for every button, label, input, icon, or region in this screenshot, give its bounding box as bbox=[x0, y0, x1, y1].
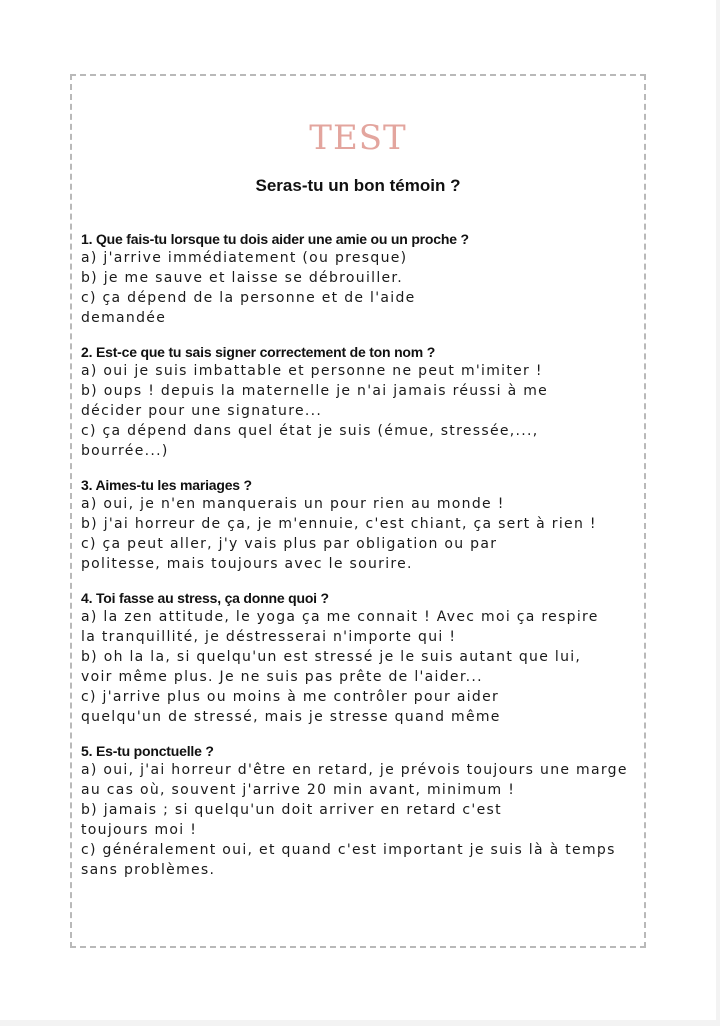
page-title: TEST bbox=[309, 118, 407, 158]
answer-b: b) j'ai horreur de ça, je m'ennuie, c'est chiant, ça sert à rien ! bbox=[81, 516, 597, 532]
answer-a: a) j'arrive immédiatement (ou presque) bbox=[81, 250, 408, 266]
answer-c: c) ça peut aller, j'y vais plus par obligation ou par politesse, mais toujours avec le sourire. bbox=[81, 536, 498, 572]
question-2 bbox=[81, 343, 641, 461]
question-1 bbox=[81, 230, 641, 328]
quiz-content bbox=[81, 230, 641, 895]
question-3 bbox=[81, 476, 641, 574]
answer-b: b) oh la la, si quelqu'un est stressé je le suis autant que lui, voir même plus. Je ne suis pas prête de l'aider... bbox=[81, 649, 582, 685]
question-title: 5. Es-tu ponctuelle ? bbox=[81, 743, 214, 759]
question-title: 3. Aimes-tu les mariages ? bbox=[81, 477, 252, 493]
answer-b: b) je me sauve et laisse se débrouiller. bbox=[81, 270, 403, 286]
question-title: 1. Que fais-tu lorsque tu dois aider une amie ou un proche ? bbox=[81, 231, 469, 247]
answer-b: b) jamais ; si quelqu'un doit arriver en retard c'est toujours moi ! bbox=[81, 802, 502, 838]
page-subtitle: Seras-tu un bon témoin ? bbox=[255, 176, 461, 195]
answer-a: a) oui, j'ai horreur d'être en retard, je prévois toujours une marge au cas où, souvent j'arrive 20 min avant, minimum ! bbox=[81, 762, 628, 798]
answer-c: c) ça dépend de la personne et de l'aide demandée bbox=[81, 290, 416, 326]
question-5 bbox=[81, 742, 641, 880]
question-title: 2. Est-ce que tu sais signer correctement de ton nom ? bbox=[81, 344, 436, 360]
answer-c: c) généralement oui, et quand c'est important je suis là à temps sans problèmes. bbox=[81, 842, 616, 878]
answer-c: c) ça dépend dans quel état je suis (émue, stressée,..., bourrée...) bbox=[81, 423, 539, 459]
question-title: 4. Toi fasse au stress, ça donne quoi ? bbox=[81, 590, 329, 606]
answer-a: a) la zen attitude, le yoga ça me connait ! Avec moi ça respire la tranquillité, je déstresserai n'importe qui ! bbox=[81, 609, 599, 645]
answer-b: b) oups ! depuis la maternelle je n'ai jamais réussi à me décider pour une signature... bbox=[81, 383, 549, 419]
answer-a: a) oui je suis imbattable et personne ne peut m'imiter ! bbox=[81, 363, 543, 379]
answer-c: c) j'arrive plus ou moins à me contrôler pour aider quelqu'un de stressé, mais je stresse quand même bbox=[81, 689, 501, 725]
answer-a: a) oui, je n'en manquerais un pour rien au monde ! bbox=[81, 496, 505, 512]
question-4 bbox=[81, 589, 641, 727]
